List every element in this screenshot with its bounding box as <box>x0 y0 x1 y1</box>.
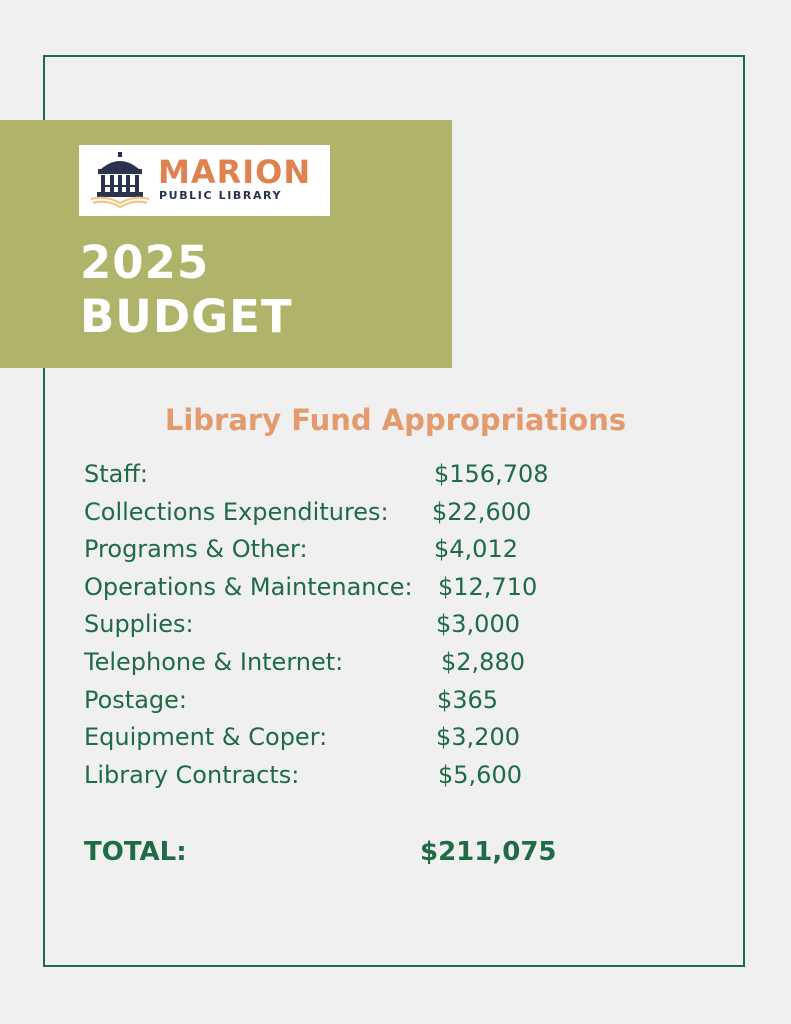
row-label: Telephone & Internet: <box>84 647 344 676</box>
row-label: Equipment & Coper: <box>84 723 328 752</box>
row-label: Staff: <box>84 460 148 488</box>
total-label: TOTAL: <box>84 837 187 867</box>
budget-row <box>0 569 791 607</box>
section-heading: Library Fund Appropriations <box>164 403 627 437</box>
budget-list <box>0 456 791 794</box>
total-amount: $211,075 <box>420 837 557 867</box>
row-label: Programs & Other: <box>84 535 308 564</box>
budget-row <box>0 682 791 720</box>
row-amount: $3,200 <box>436 723 520 752</box>
row-amount: $365 <box>437 685 499 714</box>
budget-row <box>0 606 791 644</box>
budget-title: BUDGET <box>80 290 293 343</box>
library-logo <box>79 145 330 216</box>
row-label: Postage: <box>84 685 188 714</box>
logo-subtitle: PUBLIC LIBRARY <box>159 189 283 202</box>
budget-row <box>0 719 791 757</box>
budget-row <box>0 456 791 494</box>
row-amount: $2,880 <box>441 647 525 676</box>
gazebo-book-icon <box>89 151 151 209</box>
budget-row <box>0 757 791 795</box>
logo-name: MARION <box>158 153 312 191</box>
row-label: Operations & Maintenance: <box>84 572 413 601</box>
row-amount: $22,600 <box>432 497 532 526</box>
row-amount: $3,000 <box>436 610 520 639</box>
budget-row <box>0 644 791 682</box>
budget-row <box>0 531 791 569</box>
budget-row <box>0 494 791 532</box>
row-amount: $4,012 <box>434 535 518 564</box>
row-label: Collections Expenditures: <box>84 497 389 526</box>
row-amount: $5,600 <box>438 760 522 789</box>
row-amount: $12,710 <box>438 572 538 601</box>
row-label: Supplies: <box>84 610 194 639</box>
row-amount: $156,708 <box>434 460 549 488</box>
row-label: Library Contracts: <box>84 760 300 789</box>
budget-year: 2025 <box>80 236 210 289</box>
